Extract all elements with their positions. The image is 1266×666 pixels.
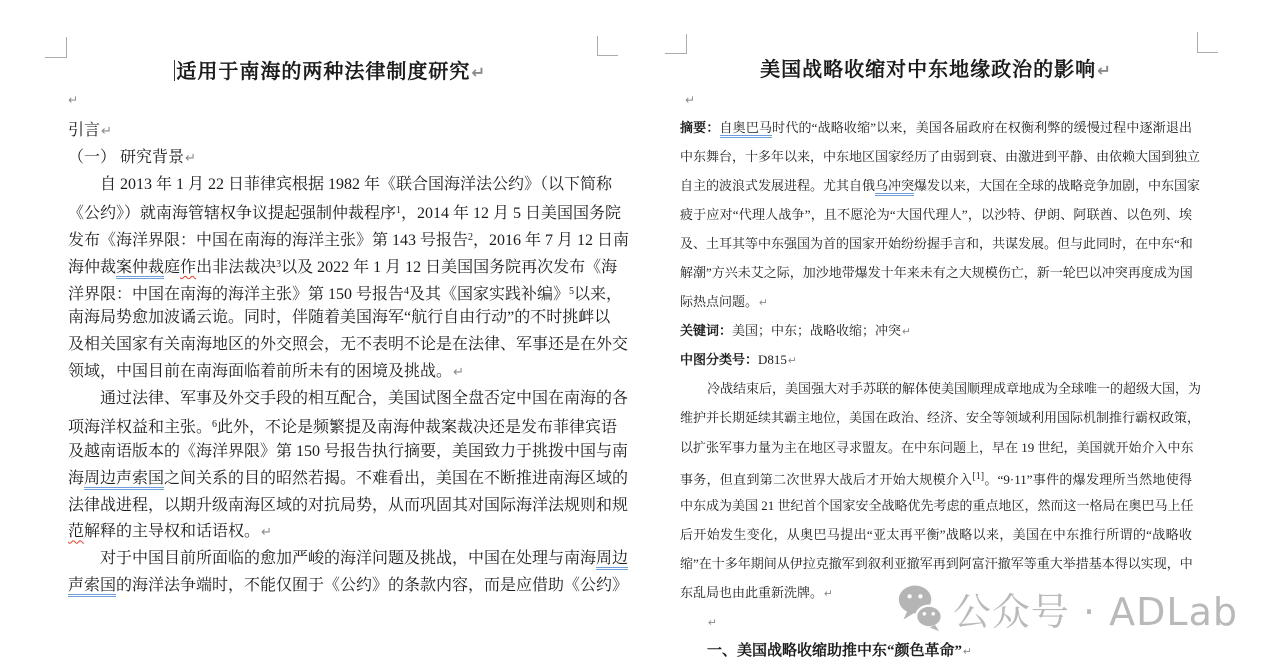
page-title-right-text: 美国战略收缩对中东地缘政治的影响 [760,59,1097,81]
text-line [68,172,613,199]
text-segment: 以来， [574,285,623,303]
pilcrow-mark: ↵ [685,93,696,107]
text-segment: 疲于应对“代理人战争”，且不愿沦为“大国代理人”，以沙特、伊朗、阿联酋、以色列、埃 [680,207,1192,223]
text-line [68,279,623,306]
text-segment: 及、土耳其等中东强国为首的国家开始纷纷握手言和，共谋发展。但与此同时，在中东“和 [680,236,1193,252]
text-segment: 作 [180,258,197,276]
text-segment: 海 [68,469,85,487]
text-segment: 发布《海洋界限：中国在南海的海洋主张》第 143 号报告 [68,232,469,249]
text-line [680,345,1192,374]
crop-mark-top-right [1197,32,1218,53]
text-line [680,142,1201,171]
pilcrow-mark: ↵ [261,525,273,541]
text-segment: 周边 [596,550,628,570]
text-segment: 及相关国家有关南海地区的外交照会，无不表明不论是在法律、军事还是在外交 [68,336,629,353]
text-segment: 时代的“战略收缩”以来，美国各届政府在权衡利弊的缓慢过程中逐渐退出 [772,120,1192,135]
pilcrow-mark: ↵ [824,586,833,600]
text-segment: 范 [68,523,85,541]
text-segment: 之间关系的目的昭然若揭。不难看出，美国在不断推进南海区域的 [164,469,629,487]
text-line [680,636,1192,665]
text-segment: 自主的波浪式发展进程。尤其自俄 [680,178,876,194]
text-segment: 及越南语版本的《海洋界限》第 150 号报告执行摘要，美国致力于挑拨中国与南 [68,443,629,460]
pilcrow-mark: ↵ [759,296,768,310]
text-segment: 一、美国战略收缩助推中东“颜色革命” [707,642,963,659]
text-segment: 冷战结束后，美国强大对手苏联的解体使美国顺理成章地成为全球唯一的超级大国，为 [707,381,1202,397]
text-segment: 法律战进程，以期升级南海区域的对抗局势，从而巩固其对国际海洋法规则和规 [68,496,629,514]
text-line [680,229,1192,258]
text-segment: 海仲裁 [68,258,117,276]
text-segment: 6 [212,419,218,431]
text-line [68,145,592,172]
text-line [680,258,1192,287]
text-segment: 以扩张军事力量为主在地区寻求盟友。在中东问题上，早在 19 世纪，美国就开始介入中东 [680,439,1194,455]
right-page-body [680,113,1202,665]
text-segment: 5 [569,285,575,297]
pilcrow-mark: ↵ [453,364,464,380]
text-segment: ，2016 年 7 月 12 日南 [473,232,630,249]
crop-mark-top-left [45,37,67,58]
text-line [68,493,629,520]
text-line [680,520,1192,549]
text-line [680,607,1192,636]
page-title-left [68,55,592,84]
text-segment: 引言 [68,122,101,139]
text-segment: 爆发以来，大国在全球的战略竞争加剧，中东国家 [914,178,1201,194]
text-segment: 中图分类号： [680,352,759,368]
text-line [680,316,1192,345]
crop-mark-top-right [597,36,618,56]
text-line [680,491,1192,520]
text-segment: 美国；中东；战略收缩；冲突 [732,323,902,339]
text-segment: ，2014 年 12 月 5 日美国国务院 [401,205,622,223]
text-segment: 2 [468,232,474,243]
text-line [68,386,629,413]
text-line [680,549,1192,578]
pilcrow-mark: ↵ [185,150,196,166]
text-segment: 摘要： [680,120,720,135]
text-segment: 领域，中国目前在南海面临着前所未有的困境及挑战。 [68,362,453,380]
text-segment: 通过法律、军事及外交手段的相互配合，美国试图全盘否定中国在南海的各 [100,389,629,407]
text-segment: [1] [972,470,985,482]
pilcrow-mark: ↵ [68,93,79,107]
text-segment: 此外，不论是频繁提及南海仲裁案裁决还是发布菲律宾语 [217,419,618,437]
document-page-right [633,0,1266,657]
text-line [68,198,622,225]
text-line [680,287,1192,316]
text-segment: 4 [404,285,410,297]
text-line [680,433,1192,462]
text-line [68,252,618,279]
text-line [68,225,630,252]
text-line [680,403,1201,432]
page-title-left-text: 适用于南海的两种法律制度研究 [176,61,471,83]
text-segment: 及其《国家实践补编》 [409,285,570,303]
watermark-label: 公众号 · ADLab [952,589,1238,634]
pilcrow-mark: ↵ [708,615,717,629]
text-segment: 维护并长期延续其霸主地位，美国在政治、经济、安全等领域利用国际机制推行霸权政策， [680,410,1201,426]
pilcrow-mark: ↵ [902,325,911,339]
text-segment: 自 2013 年 1 月 22 日菲律宾根据 1982 年《联合国海洋法公约》（以下简称 [100,175,613,193]
text-segment: 关键词： [680,323,733,339]
text-segment: 《公约》）就南海管辖权争议提起强制仲裁程序 [68,205,397,223]
text-line [68,359,592,386]
text-line [68,412,618,439]
text-segment: 南海局势愈加波谲云诡。同时，伴随着美国海军“航行自由行动”的不时挑衅以 [68,309,611,327]
text-segment: 3 [276,258,282,270]
text-segment: 周边声索国 [84,470,164,490]
text-segment: 对于中国目前所面临的愈加严峻的海洋问题及挑战，中国在处理与南海 [100,550,597,567]
text-segment: 事务，但直到第二次世界大战后才开始大规模介入 [680,471,973,487]
pilcrow-mark: ↵ [963,644,972,658]
text-line [68,332,629,359]
text-segment: 后开始发生变化，从奥巴马提出“亚太再平衡”战略以来，美国在中东推行所谓的“战略收 [680,526,1192,542]
text-segment: 解释的主导权和话语权。 [84,523,261,541]
document-page-left [0,0,633,657]
text-line [680,113,1192,142]
text-line [680,200,1192,229]
text-segment: 案仲裁 [116,259,164,279]
text-segment: （一） 研究背景 [68,148,185,166]
text-line [68,439,629,466]
text-line [68,305,611,332]
text-segment: 1 [396,205,402,217]
pilcrow-mark: ↵ [1097,61,1112,80]
pilcrow-mark: ↵ [101,124,112,139]
text-segment: 项海洋权益和主张。 [68,419,213,437]
text-line [68,546,629,573]
text-segment: 中东舞台，十多年以来，中东地区国家经历了由弱到衰、由激进到平静、由依赖大国到独立 [680,149,1201,165]
text-line [68,466,629,493]
text-segment: 以及 2022 年 1 月 12 日美国国务院再次发布《海 [281,258,618,276]
text-segment: 。“9·11”事件的爆发理所当然地使得 [984,471,1192,487]
text-line [680,578,1192,607]
page-title-right [680,53,1192,82]
text-segment: 际热点问题。 [680,294,759,310]
pilcrow-mark: ↵ [471,63,487,82]
left-page-body [68,118,630,600]
text-line [680,462,1192,491]
text-segment: 解潮”方兴未艾之际，加沙地带爆发十年来未有之大规模伤亡，新一轮巴以冲突再度成为国 [680,265,1193,281]
text-segment: 缩”在十多年期间从伊拉克撤军到叙利亚撤军再到阿富汗撤军等重大举措基本得以实现，中 [680,555,1193,571]
text-segment: 自奥巴马 [720,120,773,138]
text-segment: 东乱局也由此重新洗牌。 [680,584,824,600]
text-segment: 乌冲突 [875,178,914,196]
text-line [680,171,1201,200]
text-line [68,118,592,145]
text-segment: D815 [758,352,787,368]
crop-mark-top-left [665,34,687,54]
text-segment: 洋界限：中国在南海的海洋主张》第 150 号报告 [68,285,405,303]
text-line [680,374,1202,403]
text-segment: 庭 [164,258,181,276]
text-segment: 声索国 [68,577,116,597]
text-line [68,573,629,600]
text-segment: 出非法裁决 [196,258,277,276]
text-segment: 的海洋法争端时，不能仅囿于《公约》的条款内容，而是应借助《公约》 [116,576,629,594]
text-segment: 中东成为美国 21 世纪首个国家安全战略优先考虑的重点地区，然而这一格局在奥巴马上任 [680,497,1194,513]
text-line [68,519,592,546]
pilcrow-mark: ↵ [787,354,797,368]
